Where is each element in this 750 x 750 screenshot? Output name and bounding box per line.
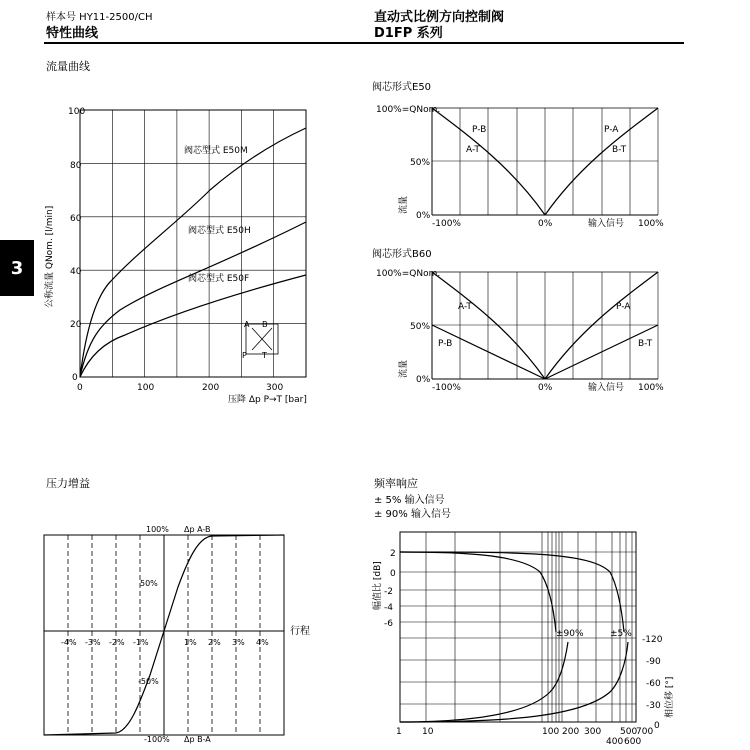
freq-xtick-10: 10 — [422, 727, 434, 737]
product-title: 直动式比例方向控制阀 — [374, 10, 505, 25]
b60-label-pb: P-B — [438, 339, 453, 349]
pressure-gain-chart — [40, 520, 340, 746]
doc-number: 样本号 HY11-2500/CH — [46, 12, 153, 23]
freq-ytick-n2: -2 — [384, 587, 393, 597]
legend-e50h: 阀芯型式 E50H — [188, 226, 251, 236]
pg-xtick-4: 4% — [256, 638, 269, 647]
e50-xtick-pos: 100% — [638, 219, 664, 229]
frequency-chart — [370, 528, 680, 750]
freq-ytick-2: 2 — [390, 549, 396, 559]
freq-xtick-600: 600 — [624, 737, 642, 747]
b60-xtick-0: 0% — [538, 383, 553, 393]
pg-xtick-1: 1% — [184, 638, 197, 647]
freq-xtick-200: 200 — [562, 727, 580, 737]
freq-xtick-1: 1 — [396, 727, 402, 737]
section-pressure-gain: 压力增益 — [46, 477, 90, 490]
freq-legend-90: ± 90% 输入信号 — [374, 509, 451, 520]
ytick-60: 60 — [70, 214, 82, 224]
b60-chart — [370, 245, 670, 397]
pg-xtick-2: 2% — [208, 638, 221, 647]
freq-xtick-300: 300 — [584, 727, 602, 737]
freq-ytick-n4: -4 — [384, 603, 393, 613]
freq-y2label: 相位移 [°] — [665, 676, 675, 718]
pg-xtick-n2: -2% — [109, 638, 125, 647]
pg-ytick-neg100: -100% — [144, 735, 170, 744]
pg-xlabel: 行程 — [290, 626, 310, 637]
freq-xtick-100: 100 — [542, 727, 560, 737]
ytick-20: 20 — [70, 320, 82, 330]
freq-ann-5: ±5% — [610, 629, 632, 639]
flow-xlabel: 压降 Δp P→T [bar] — [228, 395, 307, 405]
b60-ytick-50: 50% — [410, 322, 431, 332]
side-tab-label: 3 — [10, 257, 24, 279]
ytick-0: 0 — [72, 373, 78, 383]
b60-xtick-neg: -100% — [432, 383, 461, 393]
section-flow: 流量曲线 — [46, 60, 90, 73]
e50-ytick-50: 50% — [410, 158, 431, 168]
b60-curve-at — [432, 272, 545, 379]
e50-curve-left — [432, 108, 545, 215]
b60-xtick-pos: 100% — [638, 383, 664, 393]
freq-y2tick-0: 0 — [654, 721, 660, 731]
b60-curve-bt — [545, 325, 658, 379]
sym-a: A — [244, 320, 250, 329]
flow-chart — [30, 98, 320, 408]
freq-xtick-700: 700 — [636, 727, 654, 737]
pg-xtick-n3: -3% — [85, 638, 101, 647]
e50-xtick-0: 0% — [538, 219, 553, 229]
e50-xlabel: 输入信号 — [588, 219, 625, 229]
b60-label-bt: B-T — [638, 339, 653, 349]
ytick-100: 100 — [68, 107, 86, 117]
series-title: D1FP 系列 — [374, 26, 443, 41]
freq-xtick-500: 500 — [620, 727, 638, 737]
section-frequency: 频率响应 — [374, 477, 418, 490]
ytick-40: 40 — [70, 267, 82, 277]
pg-ytick-100: 100% — [146, 525, 169, 534]
legend-e50f: 阀芯型式 E50F — [188, 274, 250, 284]
b60-ytick-0: 0% — [416, 375, 431, 385]
pg-xtick-n1: -1% — [133, 638, 149, 647]
e50-label-pa: P-A — [604, 125, 619, 135]
side-tab — [0, 240, 34, 296]
e50-ylabel: 流量 — [399, 195, 409, 214]
sym-p: P — [242, 351, 247, 360]
e50-title: 阀芯形式E50 — [372, 82, 432, 93]
freq-y2tick-90: -90 — [646, 657, 661, 667]
b60-label-pa: P-A — [616, 302, 631, 312]
pg-ytick-neg50: -50% — [138, 677, 159, 686]
xtick-0: 0 — [77, 383, 83, 393]
freq-legend-5: ± 5% 输入信号 — [374, 495, 445, 506]
pg-ytick-50: 50% — [140, 579, 158, 588]
pg-xtick-n4: -4% — [61, 638, 77, 647]
e50-label-pb: P-B — [472, 125, 487, 135]
e50-ytick-0: 0% — [416, 211, 431, 221]
sym-b: B — [262, 320, 268, 329]
freq-xtick-400: 400 — [606, 737, 624, 747]
flow-ylabel: 公称流量 QNom. [l/min] — [45, 205, 55, 308]
freq-y2tick-30: -30 — [646, 701, 661, 711]
e50-curve-right — [545, 108, 658, 215]
doc-section: 特性曲线 — [46, 26, 99, 41]
e50-ytick-100: 100%=QNom. — [376, 105, 441, 115]
freq-amp-90 — [400, 552, 556, 632]
b60-ylabel: 流量 — [399, 359, 409, 378]
freq-ylabel: 幅值比 [dB] — [373, 561, 383, 610]
sym-t: T — [262, 351, 267, 360]
e50-xtick-neg: -100% — [432, 219, 461, 229]
xtick-200: 200 — [202, 383, 220, 393]
legend-e50m: 阀芯型式 E50M — [184, 146, 248, 156]
freq-ann-90: ±90% — [556, 629, 584, 639]
freq-ytick-0: 0 — [390, 569, 396, 579]
b60-curve-pb — [432, 325, 545, 379]
e50-chart — [370, 80, 670, 232]
curve-e50f — [80, 275, 306, 377]
b60-ytick-100: 100%=QNom. — [376, 269, 441, 279]
b60-label-at: A-T — [458, 302, 472, 312]
xtick-300: 300 — [266, 383, 284, 393]
freq-amp-5 — [400, 552, 624, 632]
freq-y2tick-60: -60 — [646, 679, 661, 689]
e50-label-at: A-T — [466, 145, 480, 155]
e50-label-bt: B-T — [612, 145, 627, 155]
pg-top-label: Δp A-B — [184, 525, 211, 534]
freq-y2tick-120: -120 — [642, 635, 663, 645]
header-rule — [44, 42, 684, 44]
ytick-80: 80 — [70, 161, 82, 171]
freq-ytick-n6: -6 — [384, 619, 393, 629]
b60-xlabel: 输入信号 — [588, 383, 625, 393]
b60-curve-pa — [545, 272, 658, 379]
pg-xtick-3: 3% — [232, 638, 245, 647]
b60-title: 阀芯形式B60 — [372, 249, 432, 260]
xtick-100: 100 — [137, 383, 155, 393]
pg-bottom-label: Δp B-A — [184, 735, 211, 744]
